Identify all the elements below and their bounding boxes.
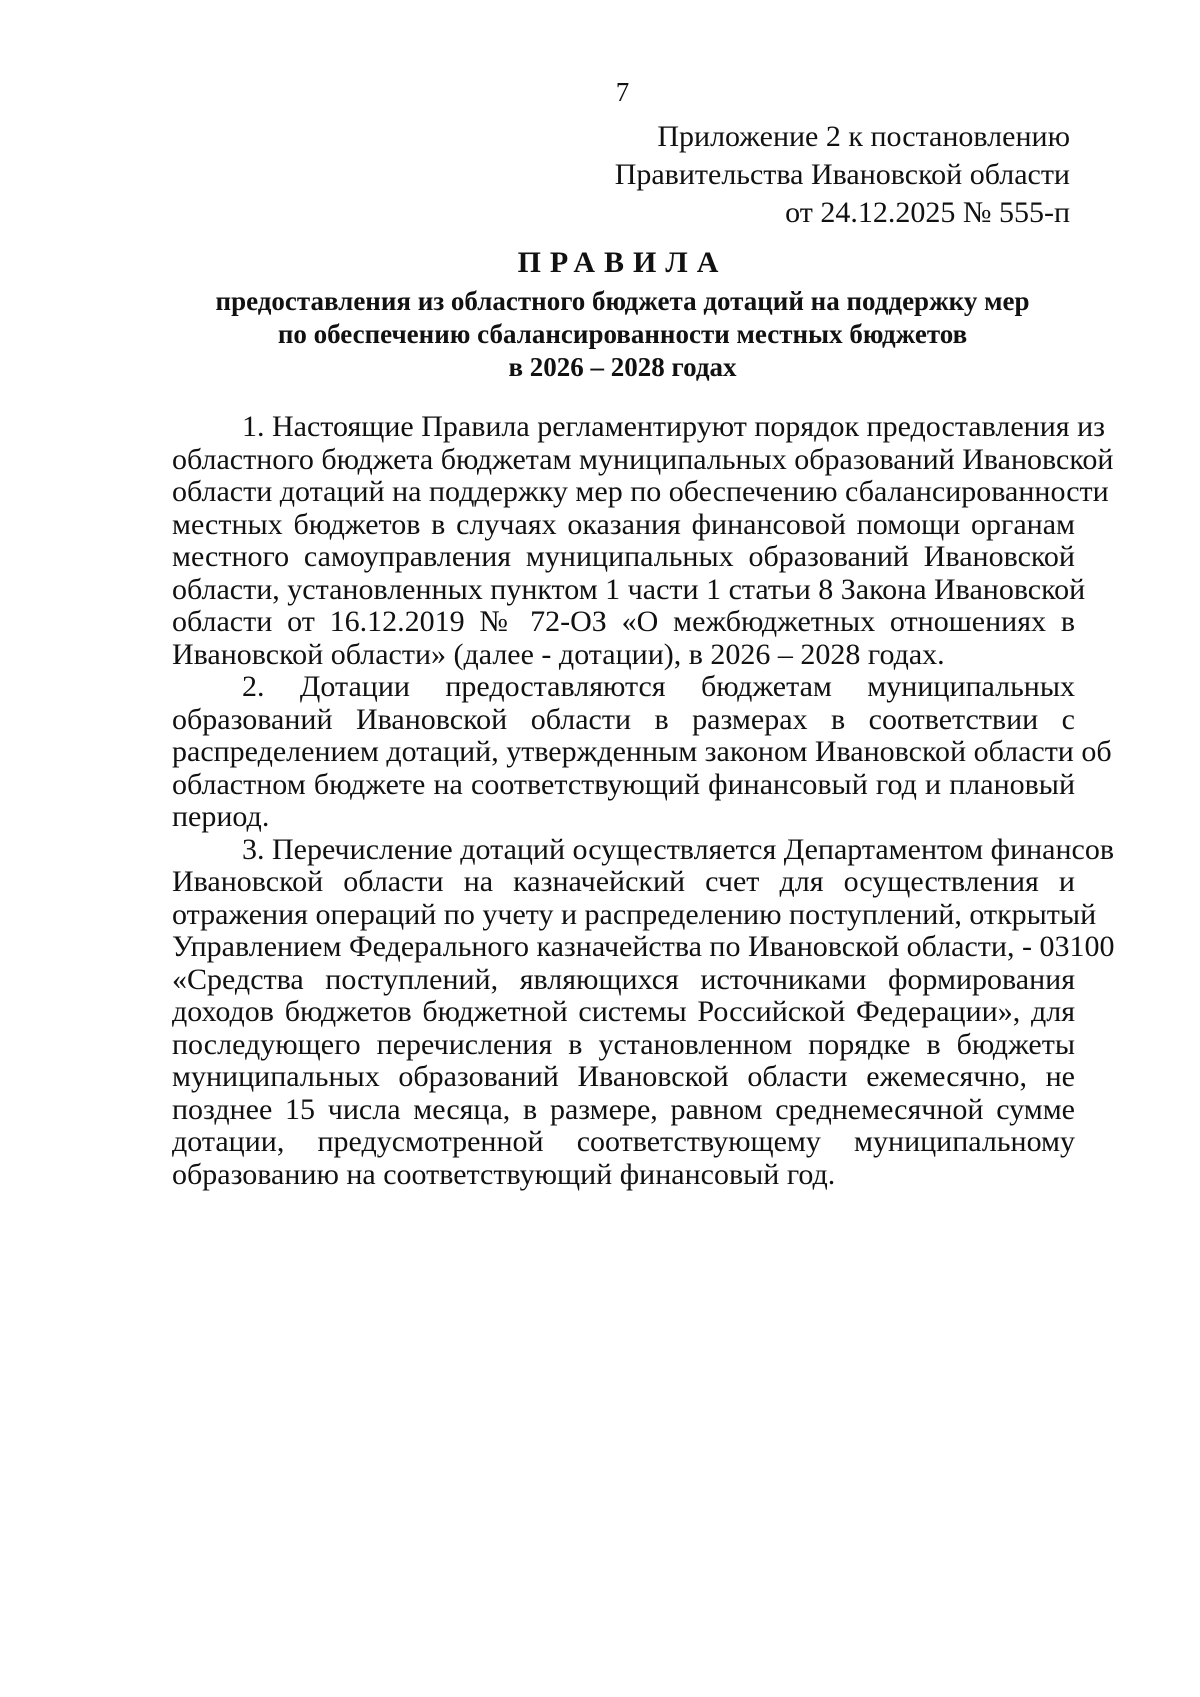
text-line: отражения операций по учету и распределению поступлений, открытый: [172, 897, 1097, 931]
text-line: образованию на соответствующий финансовый год.: [172, 1157, 836, 1191]
subtitle-line: предоставления из областного бюджета дотаций на поддержку мер: [215, 286, 1030, 316]
text-line: образований Ивановской области в размерах в соответствии с: [172, 702, 1075, 736]
text-line: областного бюджета бюджетам муниципальных образований Ивановской: [172, 442, 1114, 476]
document-body: [172, 410, 1115, 1191]
text-line: Ивановской области» (далее - дотации), в 2026 – 2028 годах.: [172, 637, 945, 671]
subtitle-line: по обеспечению сбалансированности местных бюджетов: [277, 319, 968, 349]
text-line: области от 16.12.2019 № 72-ОЗ «О межбюджетных отношениях в: [172, 605, 1075, 638]
text-line: области, установленных пунктом 1 части 1 статьи 8 Закона Ивановской: [172, 572, 1086, 606]
text-line: последующего перечисления в установленном порядке в бюджеты: [172, 1027, 1075, 1061]
text-line: местных бюджетов в случаях оказания финансовой помощи органам: [172, 507, 1075, 541]
text-line: период.: [172, 800, 270, 833]
text-line: дотации, предусмотренной соответствующему муниципальному: [172, 1125, 1075, 1158]
paragraph-1: [172, 410, 1114, 671]
approval-line: Приложение 2 к постановлению: [657, 120, 1070, 153]
paragraph-3: [172, 832, 1115, 1192]
text-line: 1. Настоящие Правила регламентируют порядок предоставления из: [242, 410, 1105, 443]
paragraph-2: [172, 670, 1112, 834]
approval-header: [615, 118, 1070, 232]
text-line: позднее 15 числа месяца, в размере, равном среднемесячной сумме: [172, 1092, 1075, 1126]
text-line: Управлением Федерального казначейства по Ивановской области, - 03100: [172, 930, 1115, 963]
page-number: 7: [615, 77, 630, 107]
document-subtitle: [170, 285, 1075, 384]
text-line: 2. Дотации предоставляются бюджетам муниципальных: [242, 670, 1075, 703]
text-line: муниципальных образований Ивановской области ежемесячно, не: [172, 1060, 1075, 1093]
text-line: «Средства поступлений, являющихся источниками формирования: [172, 962, 1075, 996]
document-title: ПРАВИЛА: [517, 246, 728, 279]
text-line: местного самоуправления муниципальных образований Ивановской: [172, 540, 1075, 573]
text-line: Ивановской области на казначейский счет для осуществления и: [172, 865, 1075, 898]
subtitle-line: в 2026 – 2028 годах: [508, 352, 737, 382]
approval-line: от 24.12.2025 № 555-п: [785, 196, 1070, 229]
text-line: доходов бюджетов бюджетной системы Российской Федерации», для: [172, 995, 1075, 1028]
text-line: областном бюджете на соответствующий финансовый год и плановый: [172, 767, 1075, 801]
text-line: распределением дотаций, утвержденным законом Ивановской области об: [172, 735, 1112, 768]
title-block: [170, 244, 1075, 384]
text-line: области дотаций на поддержку мер по обеспечению сбалансированности: [172, 475, 1109, 508]
text-line: 3. Перечисление дотаций осуществляется Департаментом финансов: [242, 832, 1115, 866]
approval-line: Правительства Ивановской области: [614, 158, 1070, 191]
